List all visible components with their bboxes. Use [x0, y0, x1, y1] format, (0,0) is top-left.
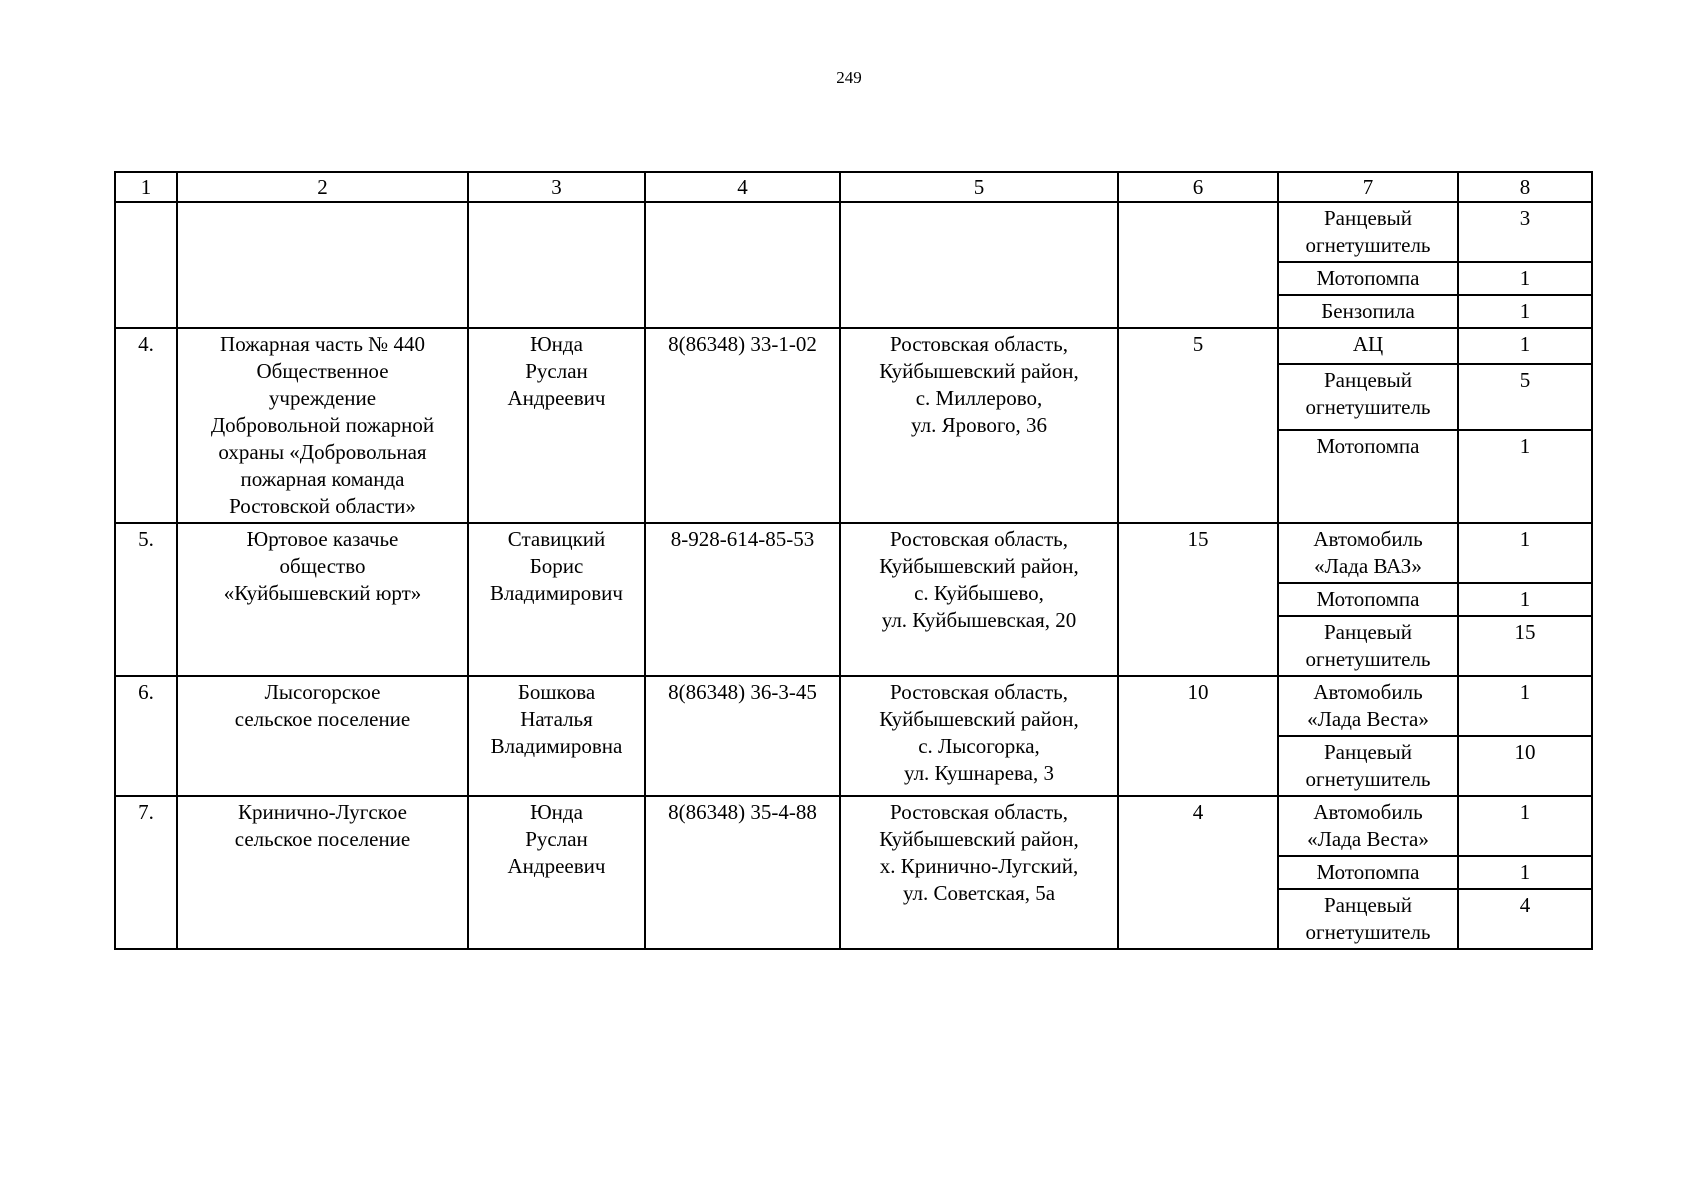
- column-number: 3: [468, 172, 645, 202]
- equipment-qty: 1: [1458, 328, 1592, 364]
- equipment-name: Мотопомпа: [1278, 583, 1458, 616]
- phone-number: 8(86348) 33-1-02: [645, 328, 840, 523]
- equipment-name: Ранцевый огнетушитель: [1278, 736, 1458, 796]
- equipment-qty: 5: [1458, 364, 1592, 430]
- organization-cell: [177, 202, 468, 328]
- row-number: 5.: [115, 523, 177, 676]
- equipment-qty: 1: [1458, 856, 1592, 889]
- phone-number: 8(86348) 35-4-88: [645, 796, 840, 949]
- equipment-qty: 1: [1458, 430, 1592, 523]
- staff-count: 15: [1118, 523, 1278, 676]
- equipment-qty: 1: [1458, 676, 1592, 736]
- row-number: 6.: [115, 676, 177, 796]
- equipment-name: Мотопомпа: [1278, 430, 1458, 523]
- address-cell: [840, 202, 1118, 328]
- equipment-name: Автомобиль «Лада Веста»: [1278, 676, 1458, 736]
- equipment-qty: 4: [1458, 889, 1592, 949]
- staff-count: 4: [1118, 796, 1278, 949]
- column-number: 4: [645, 172, 840, 202]
- column-number: 7: [1278, 172, 1458, 202]
- equipment-name: Автомобиль «Лада ВАЗ»: [1278, 523, 1458, 583]
- staff-count: 10: [1118, 676, 1278, 796]
- equipment-name: Ранцевый огнетушитель: [1278, 889, 1458, 949]
- staff-cell: [1118, 202, 1278, 328]
- organization-name: Кринично-Лугское сельское поселение: [177, 796, 468, 949]
- organization-name: Лысогорское сельское поселение: [177, 676, 468, 796]
- equipment-qty: 1: [1458, 583, 1592, 616]
- head-name: Бошкова Наталья Владимировна: [468, 676, 645, 796]
- column-number-row: [115, 172, 1592, 202]
- table-row: [115, 523, 1592, 583]
- table-row: [115, 676, 1592, 736]
- page-number: 249: [836, 68, 862, 87]
- address: Ростовская область, Куйбышевский район, с. Миллерово, ул. Ярового, 36: [840, 328, 1118, 523]
- column-number: 6: [1118, 172, 1278, 202]
- equipment-qty: 10: [1458, 736, 1592, 796]
- equipment-name: Ранцевый огнетушитель: [1278, 364, 1458, 430]
- phone-number: 8(86348) 36-3-45: [645, 676, 840, 796]
- equipment-name: АЦ: [1278, 328, 1458, 364]
- column-number: 1: [115, 172, 177, 202]
- row-number: 4.: [115, 328, 177, 523]
- equipment-table: [114, 171, 1593, 950]
- equipment-name: Бензопила: [1278, 295, 1458, 328]
- row-number: 7.: [115, 796, 177, 949]
- organization-name: Юртовое казачье общество «Куйбышевский юрт»: [177, 523, 468, 676]
- equipment-name: Ранцевый огнетушитель: [1278, 202, 1458, 262]
- num-cell: [115, 202, 177, 328]
- phone-cell: [645, 202, 840, 328]
- equipment-qty: 15: [1458, 616, 1592, 676]
- table-row: [115, 328, 1592, 364]
- address: Ростовская область, Куйбышевский район, с. Куйбышево, ул. Куйбышевская, 20: [840, 523, 1118, 676]
- organization-name: Пожарная часть № 440 Общественное учреждение Добровольной пожарной охраны «Добровольная пожарная команда Ростовской области»: [177, 328, 468, 523]
- staff-count: 5: [1118, 328, 1278, 523]
- head-name: Юнда Руслан Андреевич: [468, 796, 645, 949]
- equipment-qty: 1: [1458, 523, 1592, 583]
- table-row-continuation: [115, 202, 1592, 262]
- equipment-qty: 1: [1458, 796, 1592, 856]
- phone-number: 8-928-614-85-53: [645, 523, 840, 676]
- equipment-qty: 3: [1458, 202, 1592, 262]
- address: Ростовская область, Куйбышевский район, с. Лысогорка, ул. Кушнарева, 3: [840, 676, 1118, 796]
- equipment-name: Ранцевый огнетушитель: [1278, 616, 1458, 676]
- head-cell: [468, 202, 645, 328]
- address: Ростовская область, Куйбышевский район, х. Кринично-Лугский, ул. Советская, 5а: [840, 796, 1118, 949]
- head-name: Юнда Руслан Андреевич: [468, 328, 645, 523]
- column-number: 2: [177, 172, 468, 202]
- equipment-name: Мотопомпа: [1278, 856, 1458, 889]
- equipment-name: Автомобиль «Лада Веста»: [1278, 796, 1458, 856]
- head-name: Ставицкий Борис Владимирович: [468, 523, 645, 676]
- equipment-name: Мотопомпа: [1278, 262, 1458, 295]
- column-number: 5: [840, 172, 1118, 202]
- table-row: [115, 796, 1592, 856]
- equipment-qty: 1: [1458, 262, 1592, 295]
- equipment-qty: 1: [1458, 295, 1592, 328]
- column-number: 8: [1458, 172, 1592, 202]
